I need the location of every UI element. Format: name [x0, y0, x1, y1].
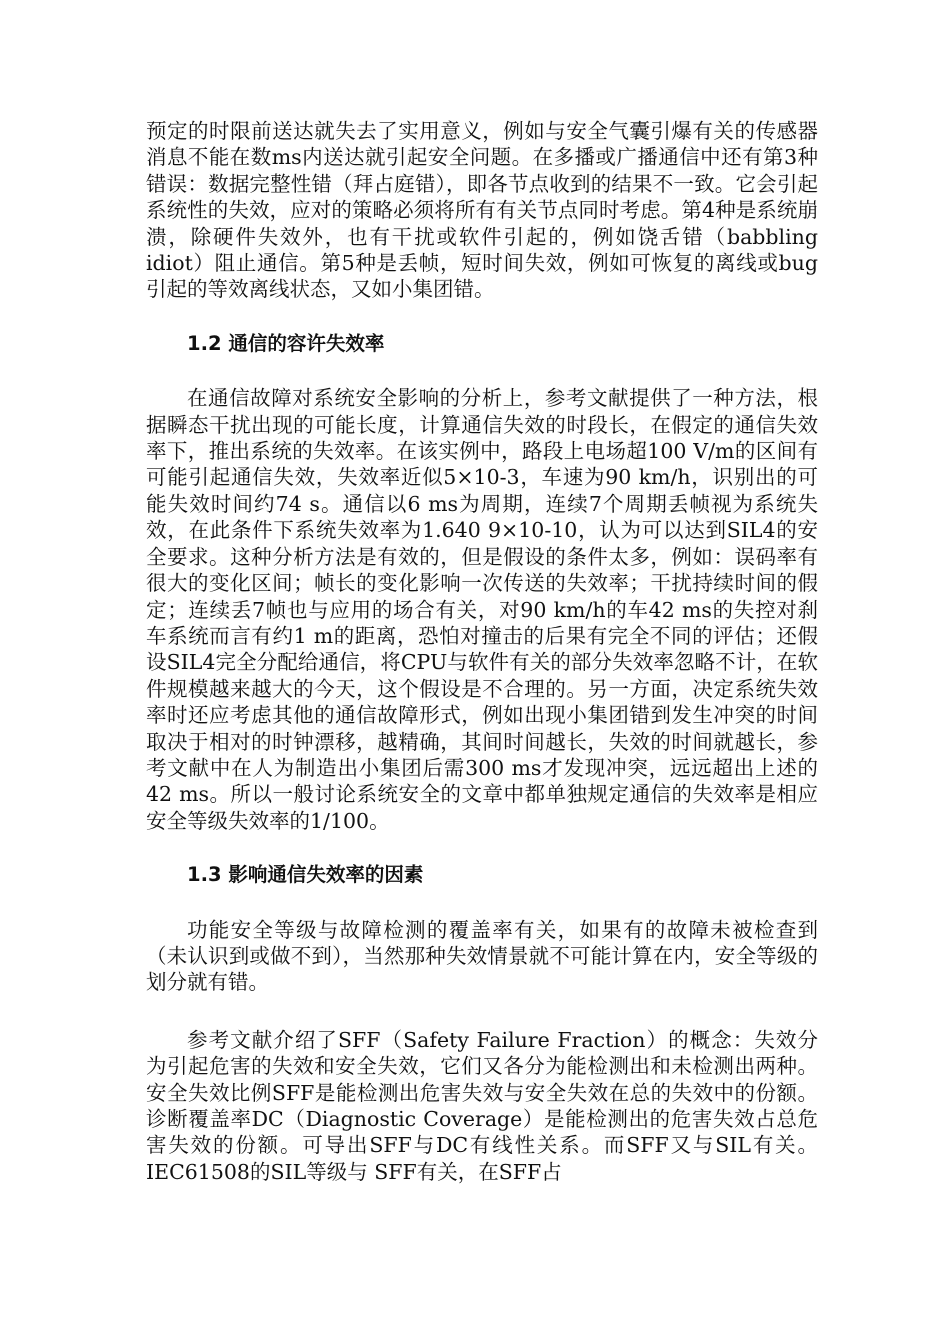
- paragraph-coverage: 功能安全等级与故障检测的覆盖率有关，如果有的故障未被检查到（未认识到或做不到），当然那种失效情景就不可能计算在内，安全等级的划分就有错。: [146, 917, 818, 995]
- section-heading-1-2: 1.2 通信的容许失效率: [187, 331, 385, 355]
- document-page: [146, 118, 818, 1185]
- paragraph-sff-concept: 参考文献介绍了SFF（Safety Failure Fraction）的概念：失效分为引起危害的失效和安全失效，它们又各分为能检测出和未检测出两种。安全失效比例SFF是能检测出危害失效与安全失效在总的失效中的份额。诊断覆盖率DC（Diagnostic Coverage）是能检测出的危害失效占总危害失效的份额。可导出SFF与DC有线性关系。而SFF又与SIL有关。IEC61508的SIL等级与 SFF有关，在SFF占: [146, 1027, 818, 1184]
- spacer: [146, 834, 818, 862]
- section-heading-1-3: 1.3 影响通信失效率的因素: [187, 863, 424, 887]
- spacer: [146, 357, 818, 385]
- paragraph-tolerable-failure-rate: 在通信故障对系统安全影响的分析上，参考文献提供了一种方法，根据瞬态干扰出现的可能长度，计算通信失效的时段长，在假定的通信失效率下，推出系统的失效率。在该实例中，路段上电场超100 V/m的区间有可能引起通信失效，失效率近似5×10-3，车速为90 km/h，识别出的可能失效时间约74 s。通信以6 ms为周期，连续7个周期丢帧视为系统失效，在此条件下系统失效率为1.640 9×10-10，认为可以达到SIL4的安全要求。这种分析方法是有效的，但是假设的条件太多，例如：误码率有很大的变化区间；帧长的变化影响一次传送的失效率；干扰持续时间的假定；连续丢7帧也与应用的场合有关，对90 km/h的车42 ms的失控对刹车系统而言有约1 m的距离，恐怕对撞击的后果有完全不同的评估；还假设SIL4完全分配给通信，将CPU与软件有关的部分失效率忽略不计，在软件规模越来越大的今天，这个假设是不合理的。另一方面，决定系统失效率时还应考虑其他的通信故障形式，例如出现小集团错到发生冲突的时间取决于相对的时钟漂移，越精确，其间时间越长，失效的时间就越长，参考文献中在人为制造出小集团后需300 ms才发现冲突，远远超出上述的42 ms。所以一般讨论系统安全的文章中都单独规定通信的失效率是相应安全等级失效率的1/100。: [146, 386, 818, 833]
- spacer: [146, 889, 818, 917]
- spacer: [146, 996, 818, 1027]
- spacer: [146, 303, 818, 331]
- paragraph-fault-types: 预定的时限前送达就失去了实用意义，例如与安全气囊引爆有关的传感器消息不能在数ms内送达就引起安全问题。在多播或广播通信中还有第3种错误：数据完整性错（拜占庭错），即各节点收到的结果不一致。它会引起系统性的失效，应对的策略必须将所有有关节点同时考虑。第4种是系统崩溃，除硬件失效外，也有干扰或软件引起的，例如饶舌错（babbling idiot）阻止通信。第5种是丢帧，短时间失效，例如可恢复的离线或bug引起的等效离线状态，又如小集团错。: [146, 119, 818, 302]
